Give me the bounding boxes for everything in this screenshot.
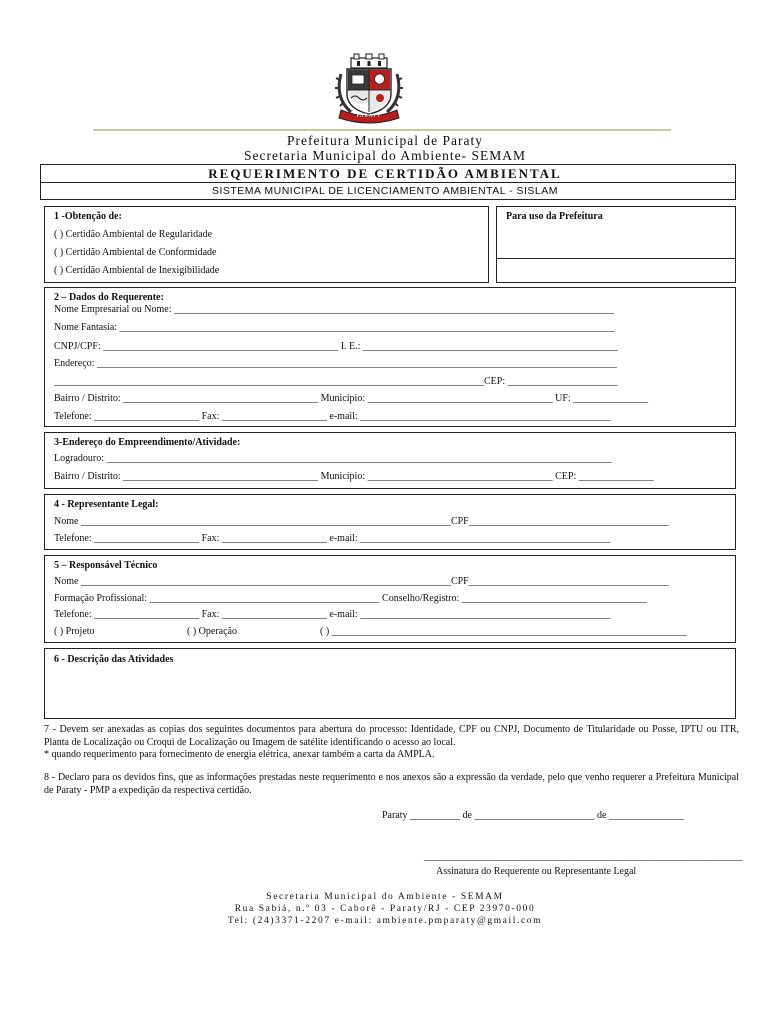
street-field[interactable]: Logradouro: _____________________________________________________________________________________________________	[54, 453, 612, 464]
section3-heading: 3-Endereço do Empreendimento/Atividade:	[54, 437, 241, 448]
footer-address: Rua Sabiá, n.º 03 - Caborê - Paraty/RJ - CEP 23970-000	[234, 904, 536, 914]
paraty-coat-of-arms	[333, 52, 405, 124]
legal-rep-name-cpf-field[interactable]: Nome __________________________________________________________________________CPF________________________________________	[54, 516, 669, 527]
requester-name-field[interactable]: Nome Empresarial ou Nome: ________________________________________________________________________________________	[54, 304, 614, 315]
legal-rep-contact-field[interactable]: Telefone: _____________________ Fax: _____________________ e-mail: __________________________________________________	[54, 533, 611, 544]
signature-label: Assinatura do Requerente ou Representante Legal	[436, 866, 637, 877]
footer-contact: Tel: (24)3371-2207 e-mail: ambiente.pmparaty@gmail.com	[227, 916, 543, 926]
note-8-declaration: 8 - Declaro para os devidos fins, que as informações prestadas neste requerimento e nos anexos são a expressão da verdade, pelo que venho requerer a Prefeitura Municipal de Paraty - PMP a expedição da respectiva certidão.	[44, 772, 739, 796]
option-conformidade[interactable]: ( ) Certidão Ambiental de Conformidade	[54, 247, 217, 258]
option-operacao[interactable]: ( ) Operação	[187, 626, 237, 637]
page-title: REQUERIMENTO DE CERTIDÃO AMBIENTAL	[208, 166, 562, 181]
office-use-label: Para uso da Prefeitura	[506, 211, 603, 222]
section2-heading: 2 – Dados do Requerente:	[54, 292, 164, 303]
section4-heading: 4 - Representante Legal:	[54, 499, 159, 510]
department-name: Secretaria Municipal do Ambiente- SEMAM	[244, 148, 526, 163]
tech-name-cpf-field[interactable]: Nome __________________________________________________________________________CPF________________________________________	[54, 576, 669, 587]
tech-profession-registry-field[interactable]: Formação Profissional: ______________________________________________ Conselho/Registro: _____________________________________	[54, 593, 647, 604]
option-projeto[interactable]: ( ) Projeto	[54, 626, 95, 637]
phone-fax-email-field[interactable]: Telefone: _____________________ Fax: _____________________ e-mail: __________________________________________________	[54, 411, 611, 422]
address-field[interactable]: Endereço: ________________________________________________________________________________________________________	[54, 358, 618, 369]
municipality-name: Prefeitura Municipal de Paraty	[286, 133, 484, 148]
option-regularidade[interactable]: ( ) Certidão Ambiental de Regularidade	[54, 229, 213, 240]
trade-name-field[interactable]: Nome Fantasia: ___________________________________________________________________________________________________	[54, 322, 615, 333]
section6-heading: 6 - Descrição das Atividades	[54, 654, 174, 665]
district-city-uf-field[interactable]: Bairro / Distrito: _______________________________________ Município: _____________________________________ UF: _______________	[54, 393, 649, 404]
section1-heading: 1 -Obtenção de:	[54, 211, 122, 222]
signature-line[interactable]: ________________________________________________________________	[424, 851, 743, 862]
option-other[interactable]: ( ) _______________________________________________________________________	[320, 626, 687, 637]
crest-banner-text: PARATY	[356, 114, 382, 119]
footer-department: Secretaria Municipal do Ambiente - SEMAM	[266, 892, 504, 902]
option-inexigibilidade[interactable]: ( ) Certidão Ambiental de Inexigibilidade	[54, 265, 220, 276]
site-district-city-cep-field[interactable]: Bairro / Distrito: _______________________________________ Município: _____________________________________ CEP: _______________	[54, 471, 654, 482]
header-rule	[93, 129, 671, 131]
note-7-ampla: * quando requerimento para fornecimento de energia elétrica, anexar também a carta da AMPLA.	[44, 749, 435, 760]
cnpj-ie-field[interactable]: CNPJ/CPF: _______________________________________________ I. E.: ___________________________________________________	[54, 341, 618, 352]
page-subtitle: SISTEMA MUNICIPAL DE LICENCIAMENTO AMBIENTAL - SISLAM	[211, 185, 559, 197]
place-date-field[interactable]: Paraty __________ de ________________________ de _______________	[382, 810, 684, 821]
section5-heading: 5 – Responsável Técnico	[54, 560, 158, 571]
address-cep-field[interactable]: ______________________________________________________________________________________CEP: ______________________	[54, 376, 618, 387]
office-use-divider	[496, 258, 736, 259]
tech-contact-field[interactable]: Telefone: _____________________ Fax: _____________________ e-mail: __________________________________________________	[54, 609, 611, 620]
note-7: 7 - Devem ser anexadas as copias dos seguintes documentos para abertura do processo: Identidade, CPF ou CNPJ, Documento de Titularidade ou Posse, IPTU ou ITR, Planta de Localização ou Croqui de Localização ou Imagem de satélite identificando o acesso ao local.	[44, 724, 739, 748]
